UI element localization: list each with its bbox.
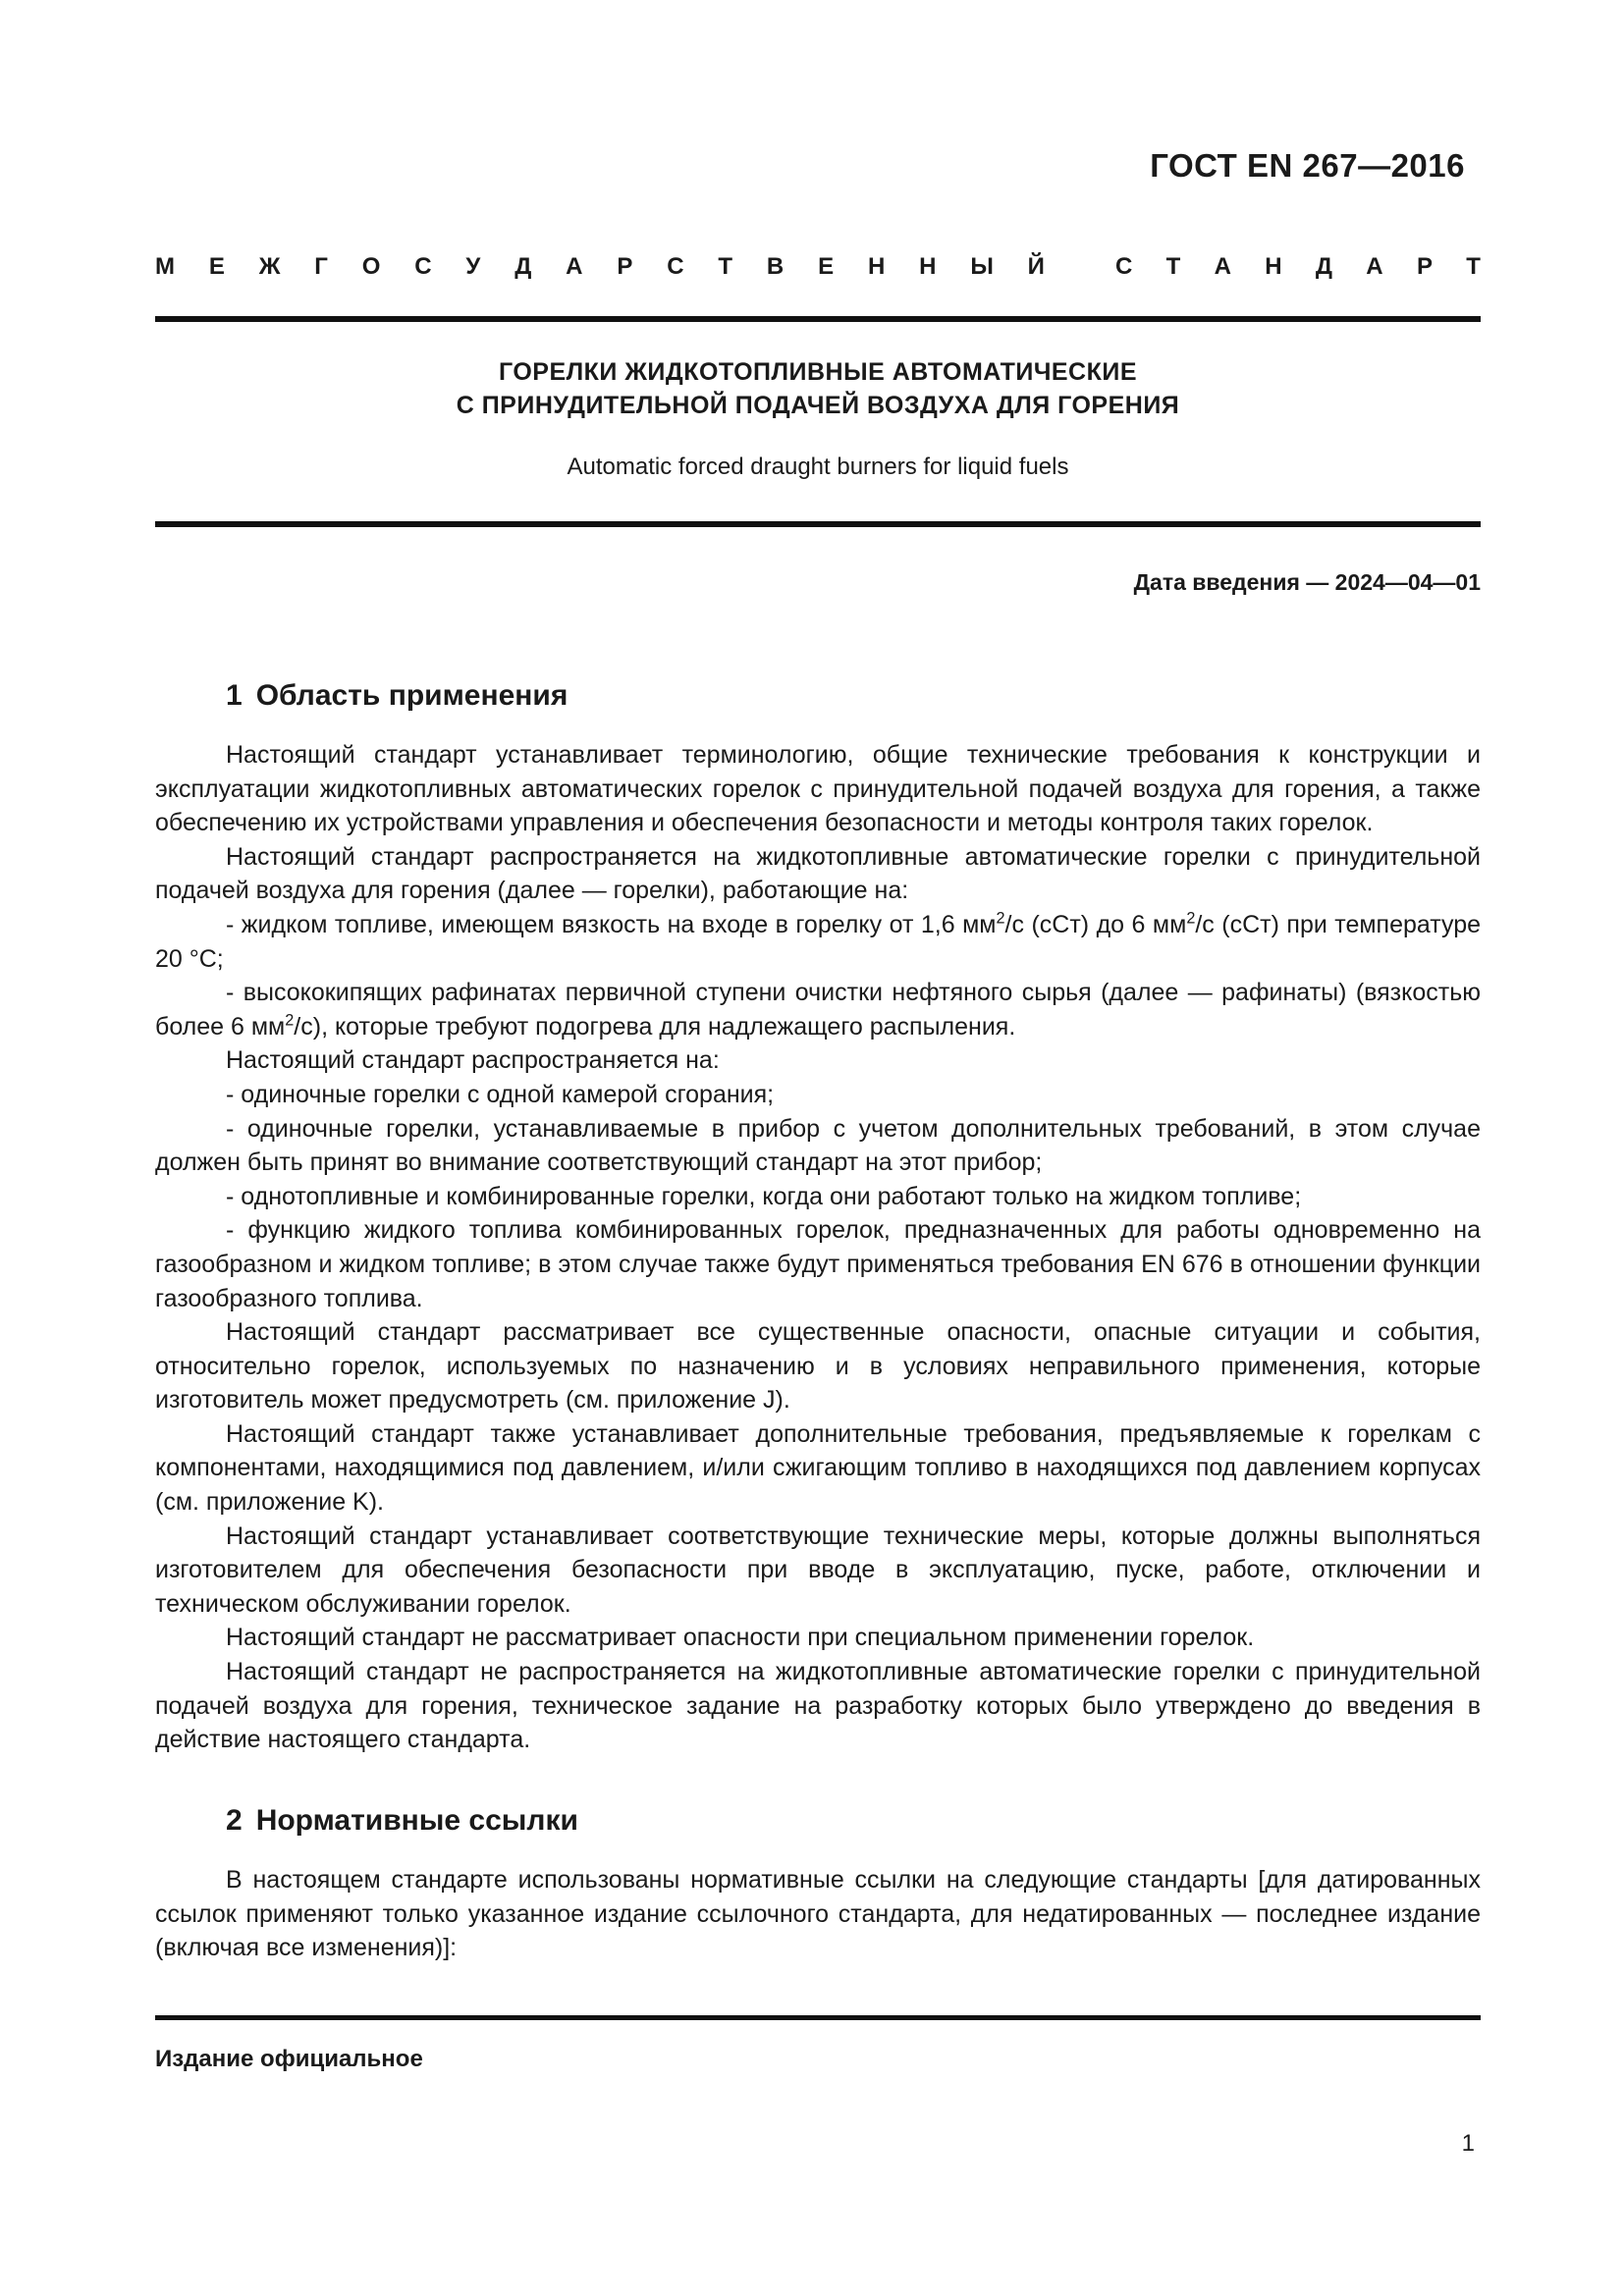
letter: А	[1366, 253, 1383, 280]
letter: Н	[867, 253, 886, 280]
paragraph: - жидком топливе, имеющем вязкость на входе в горелку от 1,6 $мм^2/с$ (сСт) до 6 $мм^2/с$ (сСт) при температуре 20 °С;	[155, 909, 1482, 973]
paragraph: Настоящий стандарт устанавливает соответствующие технические меры, которые должны выполняться изготовителем для обеспечения безопасности при вводе в эксплуатацию, пуске, работе, отключении и техническом обслуживании горелок.	[155, 1522, 1481, 1618]
paragraph: - высококипящих рафинатах первичной ступени очистки нефтяного сырья (далее — рафинаты) (вязкостью более 6 $мм^2/с$), которые требуют подогрева для надлежащего распыления.	[155, 979, 1481, 1041]
english-title: Automatic forced draught burners for liquid fuels	[567, 454, 1069, 480]
letter: Ы	[970, 253, 994, 280]
document-title	[155, 355, 1481, 422]
interstate-word-2	[1115, 253, 1481, 281]
paragraph: Настоящий стандарт не рассматривает опасности при специальном применении горелок.	[226, 1624, 1255, 1652]
letter: Г	[314, 253, 328, 280]
paragraph: В настоящем стандарте использованы нормативные ссылки на следующие стандарты [для датированных ссылок применяют только указанное издание ссылочного стандарта, для недатированных — последнее издание (включая все изменения)]:	[155, 1866, 1481, 1962]
letter: С	[667, 253, 684, 280]
letter: Д	[514, 253, 532, 280]
section-2-title: Нормативные ссылки	[255, 1804, 578, 1837]
letter: Е	[208, 253, 225, 280]
paragraph: Настоящий стандарт рассматривает все существенные опасности, опасные ситуации и события, относительно горелок, используемых по назначению и в условиях неправильного применения, которые изготовитель может предусмотреть (см. приложение J).	[155, 1318, 1481, 1415]
list-item: - одиночные горелки, устанавливаемые в прибор с учетом дополнительных требований, в этом случае должен быть принят во внимание соответствующий стандарт на этот прибор;	[155, 1114, 1481, 1177]
paragraph: Настоящий стандарт не распространяется на жидкотопливные автоматические горелки с принудительной подачей воздуха для горения, техническое задание на разработку которых было утверждено до введения в действие настоящего стандарта.	[155, 1658, 1481, 1754]
interstate-word-1	[155, 253, 1045, 281]
page-number: 1	[1461, 2130, 1475, 2157]
letter: А	[566, 253, 583, 280]
list-item: - функцию жидкого топлива комбинированных горелок, предназначенных для работы одновременно на газообразном и жидком топливе; в этом случае также будут применяться требования EN 676 в отношении функции газообразного топлива.	[155, 1216, 1481, 1312]
interstate-standard-label	[155, 253, 1481, 281]
list-item: - однотопливные и комбинированные горелки, когда они работают только на жидком топливе;	[226, 1182, 1302, 1210]
letter: А	[1214, 253, 1231, 280]
top-rule	[155, 316, 1481, 322]
section-1-body	[155, 738, 1481, 1757]
letter: В	[766, 253, 785, 280]
list-item: - одиночные горелки с одной камерой сгорания;	[226, 1080, 775, 1108]
footer-rule	[155, 2015, 1481, 2020]
letter: Т	[718, 253, 733, 280]
paragraph: Настоящий стандарт распространяется на жидкотопливные автоматические горелки с принудительной подачей воздуха для горения (далее — горелки), работающие на:	[155, 842, 1481, 905]
section-2-number: 2	[226, 1804, 243, 1837]
letter: О	[361, 253, 381, 280]
paragraph: Настоящий стандарт устанавливает терминологию, общие технические требования к конструкции и эксплуатации жидкотопливных автоматических горелок с принудительной подачей воздуха для горения, а также обеспечению их устройствами управления и обеспечения безопасности и методы контроля таких горелок.	[155, 741, 1481, 837]
section-1-title: Область применения	[255, 679, 568, 712]
letter: Т	[1165, 253, 1181, 280]
letter: М	[155, 253, 175, 280]
paragraph: Настоящий стандарт распространяется на:	[226, 1046, 720, 1075]
official-edition-label: Издание официальное	[155, 2046, 423, 2072]
letter: Ж	[258, 253, 281, 280]
letter: С	[1115, 253, 1133, 280]
letter: Т	[1466, 253, 1481, 280]
title-line-2: С ПРИНУДИТЕЛЬНОЙ ПОДАЧЕЙ ВОЗДУХА ДЛЯ ГОРЕНИЯ	[456, 392, 1180, 419]
letter: У	[465, 253, 481, 280]
section-1-number: 1	[226, 679, 243, 712]
section-2-body	[155, 1863, 1481, 1965]
section-1-heading	[226, 679, 568, 713]
title-line-1: ГОРЕЛКИ ЖИДКОТОПЛИВНЫЕ АВТОМАТИЧЕСКИЕ	[498, 358, 1138, 386]
introduction-date: Дата введения — 2024—04—01	[1133, 569, 1481, 595]
section-2-heading	[226, 1804, 578, 1838]
letter: Н	[919, 253, 937, 280]
letter: Р	[617, 253, 633, 280]
letter: Д	[1315, 253, 1332, 280]
letter: Й	[1027, 253, 1045, 280]
paragraph: Настоящий стандарт также устанавливает дополнительные требования, предъявляемые к горелкам с компонентами, находящимися под давлением, и/или сжигающим топливо в находящихся под давлением корпусах (см. приложение K).	[155, 1419, 1481, 1517]
letter: Р	[1416, 253, 1433, 280]
letter: Е	[818, 253, 835, 280]
letter: Н	[1265, 253, 1282, 280]
letter: С	[414, 253, 432, 280]
doc-number: ГОСТ EN 267—2016	[1150, 147, 1465, 184]
title-rule	[155, 521, 1481, 527]
